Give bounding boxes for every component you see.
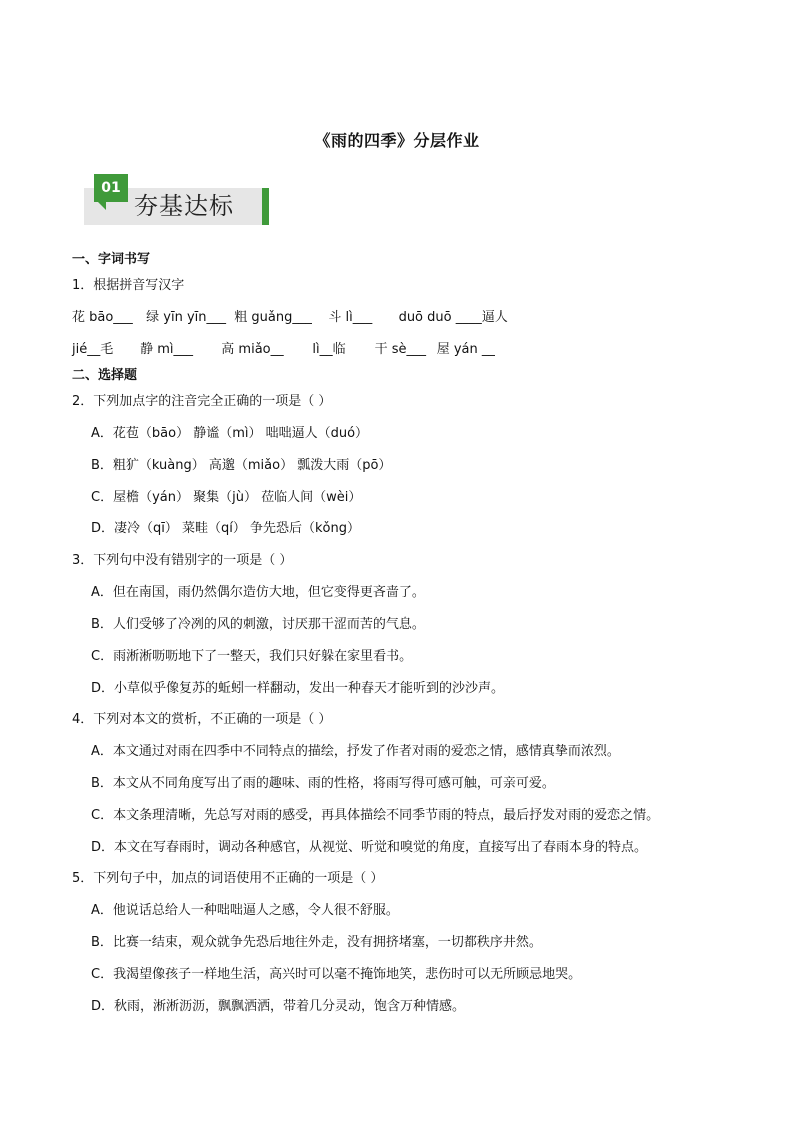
- banner-label: 夯基达标: [134, 192, 234, 220]
- question-2-option: D．凄冷（qī） 菜畦（qí） 争先恐后（kǒng）: [91, 521, 360, 536]
- pinyin-item: lì__临: [312, 342, 346, 357]
- question-5-option: A．他说话总给人一种咄咄逼人之感，令人很不舒服。: [91, 903, 399, 918]
- question-3-option: B．人们受够了冷冽的风的刺激，讨厌那干涩而苦的气息。: [91, 617, 425, 632]
- pinyin-item: 粗 guǎng___: [234, 310, 312, 325]
- question-2-stem: 2．下列加点字的注音完全正确的一项是（ ）: [72, 394, 332, 409]
- pinyin-item: 花 bāo___: [72, 310, 133, 325]
- question-5-option: B．比赛一结束，观众就争先恐后地往外走，没有拥挤堵塞，一切都秩序井然。: [91, 935, 542, 950]
- pinyin-item: 斗 lì___: [328, 310, 373, 325]
- question-5-option: D．秋雨，淅淅沥沥，飘飘洒洒，带着几分灵动，饱含万种情感。: [91, 999, 466, 1014]
- question-4-stem: 4．下列对本文的赏析，不正确的一项是（ ）: [72, 712, 332, 727]
- question-5-option: C．我渴望像孩子一样地生活，高兴时可以毫不掩饰地笑，悲伤时可以无所顾忌地哭。: [91, 967, 582, 982]
- pinyin-item: 干 sè___: [374, 342, 426, 357]
- badge-tail: [98, 202, 106, 210]
- section-heading-choice: 二、选择题: [72, 368, 138, 383]
- pinyin-item: jié__毛: [72, 342, 114, 357]
- pinyin-item: 屋 yán __: [436, 342, 495, 357]
- question-4-option: A．本文通过对雨在四季中不同特点的描绘，抒发了作者对雨的爱恋之情，感情真挚而浓烈。: [91, 744, 620, 759]
- question-3-stem: 3．下列句中没有错别字的一项是（ ）: [72, 553, 293, 568]
- question-2-option: C．屋檐（yán） 聚集（jù） 莅临人间（wèi）: [91, 490, 362, 505]
- pinyin-row-1: [72, 306, 508, 325]
- question-3-option: D．小草似乎像复苏的蚯蚓一样翻动，发出一种春天才能听到的沙沙声。: [91, 681, 505, 696]
- question-4-option: B．本文从不同角度写出了雨的趣味、雨的性格，将雨写得可感可触，可亲可爱。: [91, 776, 555, 791]
- page-title: 《雨的四季》分层作业: [314, 131, 480, 150]
- pinyin-item: 静 mì___: [140, 342, 194, 357]
- question-4-option: D．本文在写春雨时，调动各种感官，从视觉、听觉和嗅觉的角度，直接写出了春雨本身的特点。: [91, 840, 648, 855]
- question-3-option: A．但在南国，雨仍然偶尔造仿大地，但它变得更吝啬了。: [91, 585, 425, 600]
- section-banner: [84, 174, 274, 230]
- pinyin-row-2: [72, 338, 495, 357]
- section-heading-words: 一、字词书写: [72, 252, 151, 267]
- question-4-option: C．本文条理清晰，先总写对雨的感受，再具体描绘不同季节雨的特点，最后抒发对雨的爱恋之情。: [91, 808, 660, 823]
- banner-edge: [262, 188, 269, 225]
- question-2-option: A．花苞（bāo） 静谧（mì） 咄咄逼人（duó）: [91, 426, 369, 441]
- banner-number-badge: 01: [94, 174, 128, 202]
- pinyin-item: 绿 yīn yīn___: [146, 310, 226, 325]
- question-3-option: C．雨淅淅呖呖地下了一整天，我们只好躲在家里看书。: [91, 649, 413, 664]
- pinyin-item: 高 miǎo__: [221, 342, 284, 357]
- pinyin-item: duō duō ____逼人: [398, 310, 508, 325]
- question-2-option: B．粗犷（kuàng） 高邈（miǎo） 瓢泼大雨（pō）: [91, 458, 392, 473]
- question-5-stem: 5．下列句子中，加点的词语使用不正确的一项是（ ）: [72, 871, 384, 886]
- question-1-stem: 1．根据拼音写汉字: [72, 278, 185, 293]
